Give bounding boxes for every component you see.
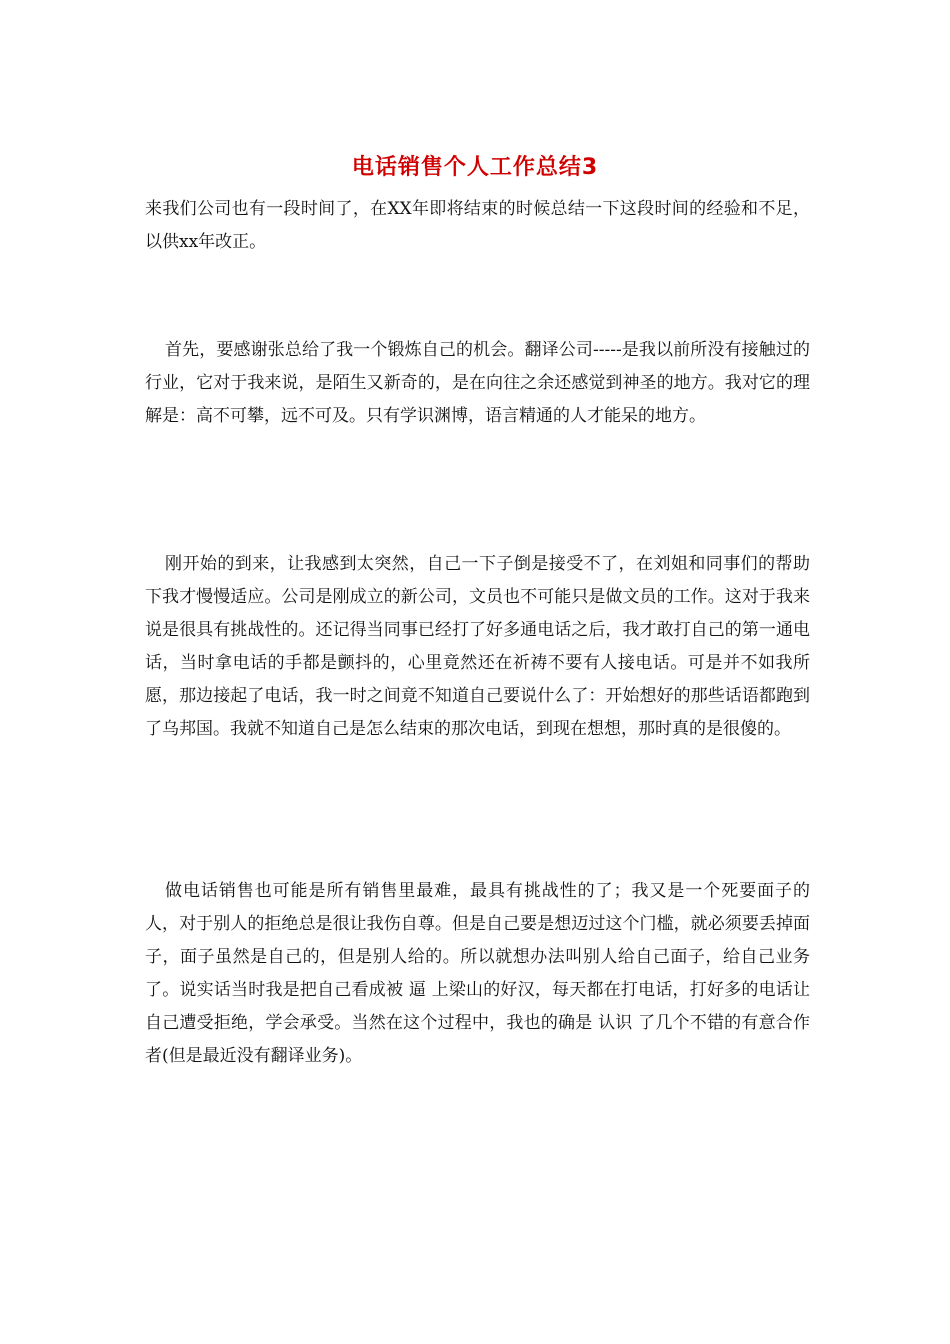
paragraph-third: 做电话销售也可能是所有销售里最难，最具有挑战性的了；我又是一个死要面子的人，对于别人的拒绝总是很让我伤自尊。但是自己要是想迈过这个门槛，就必须要丢掉面子，面子虽然是自己的，但是别人给的。所以就想办法叫别人给自己面子，给自己业务了。说实话当时我是把自己看成被 逼 上梁山的好汉，每天都在打电话，打好多的电话让自己遭受拒绝，学会承受。当然在这个过程中，我也的确是 认识 了几个不错的有意合作者(但是最近没有翻译业务)。 [145,881,810,1066]
paragraph-second: 刚开始的到来，让我感到太突然，自己一下子倒是接受不了，在刘姐和同事们的帮助下我才慢慢适应。公司是刚成立的新公司，文员也不可能只是做文员的工作。这对于我来说是很具有挑战性的。还记得当同事已经打了好多通电话之后，我才敢打自己的第一通电话，当时拿电话的手都是颤抖的，心里竟然还在祈祷不要有人接电话。可是并不如我所愿，那边接起了电话，我一时之间竟不知道自己要说什么了：开始想好的那些话语都跑到了乌邦国。我就不知道自己是怎么结束的那次电话，到现在想想，那时真的是很傻的。 [145,554,810,739]
paragraph-first: 首先，要感谢张总给了我一个锻炼自己的机会。翻译公司-----是我以前所没有接触过的行业，它对于我来说，是陌生又新奇的，是在向往之余还感觉到神圣的地方。我对它的理解是：高不可攀，远不可及。只有学识渊博，语言精通的人才能呆的地方。 [145,340,810,426]
document-title: 电话销售个人工作总结3 [351,155,599,180]
paragraph-intro: 来我们公司也有一段时间了，在XX年即将结束的时候总结一下这段时间的经验和不足，以供xx年改正。 [145,199,810,252]
